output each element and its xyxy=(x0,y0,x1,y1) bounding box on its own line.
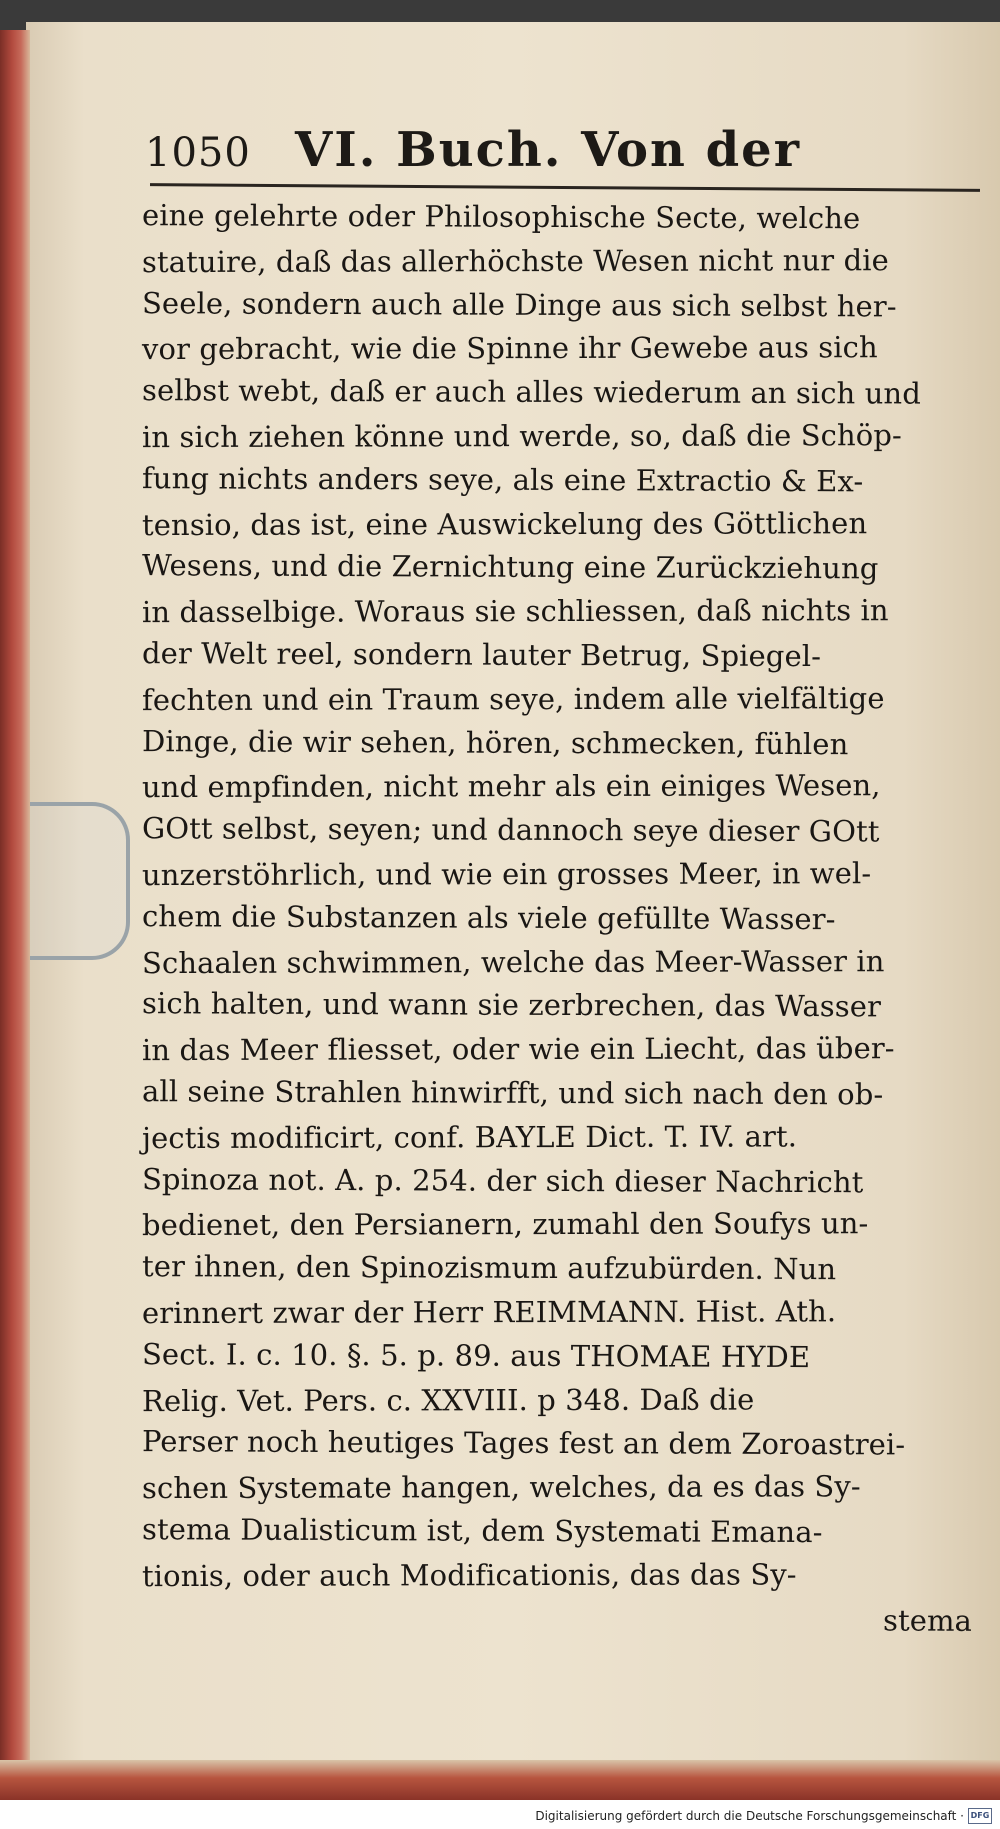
text-line: eine gelehrte oder Philosophische Secte, welche xyxy=(141,198,861,236)
text-line: in das Meer fliesset, oder wie ein Liecht, das über- xyxy=(141,1031,895,1068)
text-line: tensio, das ist, eine Auswickelung des Göttlichen xyxy=(141,505,868,542)
text-line: stema xyxy=(882,1602,973,1638)
text-line: Seele, sondern auch alle Dinge aus sich selbst her- xyxy=(141,285,897,324)
dfg-logo-icon: DFG xyxy=(968,1808,992,1824)
page-header xyxy=(145,118,975,188)
text-line: fung nichts anders seye, als eine Extractio & Ex- xyxy=(141,460,864,499)
text-line: sich halten, und wann sie zerbrechen, das Wasser xyxy=(141,986,882,1024)
book-bottom-edge xyxy=(0,1760,1000,1800)
book-fore-edge xyxy=(0,30,30,1785)
digitization-footer xyxy=(535,1808,992,1824)
running-head: VI. Buch. Von der xyxy=(295,122,801,178)
text-line: Perser noch heutiges Tages fest an dem Zoroastrei- xyxy=(141,1424,906,1462)
text-line: tionis, oder auch Modificationis, das das Sy- xyxy=(141,1557,797,1593)
text-line: und empfinden, nicht mehr als ein einiges Wesen, xyxy=(141,768,881,805)
text-line: in dasselbige. Woraus sie schliessen, daß nichts in xyxy=(141,593,889,630)
text-line: ter ihnen, den Spinozismum aufzubürden. Nun xyxy=(141,1249,837,1287)
text-line: in sich ziehen könne und werde, so, daß die Schöp- xyxy=(141,418,902,455)
text-line: unzerstöhrlich, und wie ein grosses Meer, in wel- xyxy=(141,856,872,893)
text-line: Sect. I. c. 10. §. 5. p. 89. aus THOMAE HYDE xyxy=(141,1336,811,1374)
text-line: chem die Substanzen als viele gefüllte Wasser- xyxy=(141,898,836,936)
text-line: Spinoza not. A. p. 254. der sich dieser Nachricht xyxy=(141,1161,864,1199)
text-line: vor gebracht, wie die Spinne ihr Gewebe aus sich xyxy=(141,330,878,367)
text-line: Wesens, und die Zernichtung eine Zurückziehung xyxy=(141,548,879,586)
text-line: GOtt selbst, seyen; und dannoch seye dieser GOtt xyxy=(141,811,880,849)
text-line: all seine Strahlen hinwirfft, und sich nach den ob- xyxy=(141,1074,884,1112)
page-number: 1050 xyxy=(145,130,251,176)
page-holder-strap xyxy=(26,802,130,960)
text-line: erinnert zwar der Herr REIMMANN. Hist. Ath. xyxy=(141,1294,837,1331)
text-line: Dinge, die wir sehen, hören, schmecken, fühlen xyxy=(141,723,849,761)
text-line: bedienet, den Persianern, zumahl den Soufys un- xyxy=(141,1206,869,1243)
text-line: schen Systemate hangen, welches, da es das Sy- xyxy=(141,1469,861,1506)
text-line: selbst webt, daß er auch alles wiederum an sich und xyxy=(141,373,921,411)
text-line: stema Dualisticum ist, dem Systemati Emana- xyxy=(141,1512,823,1550)
text-line: fechten und ein Traum seye, indem alle vielfältige xyxy=(141,680,885,717)
text-line: Schaalen schwimmen, welche das Meer-Wasser in xyxy=(141,943,885,980)
body-text xyxy=(142,196,982,1641)
text-line: statuire, daß das allerhöchste Wesen nicht nur die xyxy=(141,242,889,279)
text-line: der Welt reel, sondern lauter Betrug, Spiegel- xyxy=(141,636,822,674)
footer-text: Digitalisierung gefördert durch die Deutsche Forschungsgemeinschaft · xyxy=(535,1809,964,1823)
text-line: Relig. Vet. Pers. c. XXVIII. p 348. Daß die xyxy=(141,1382,755,1418)
text-line: jectis modificirt, conf. BAYLE Dict. T. IV. art. xyxy=(141,1119,798,1155)
